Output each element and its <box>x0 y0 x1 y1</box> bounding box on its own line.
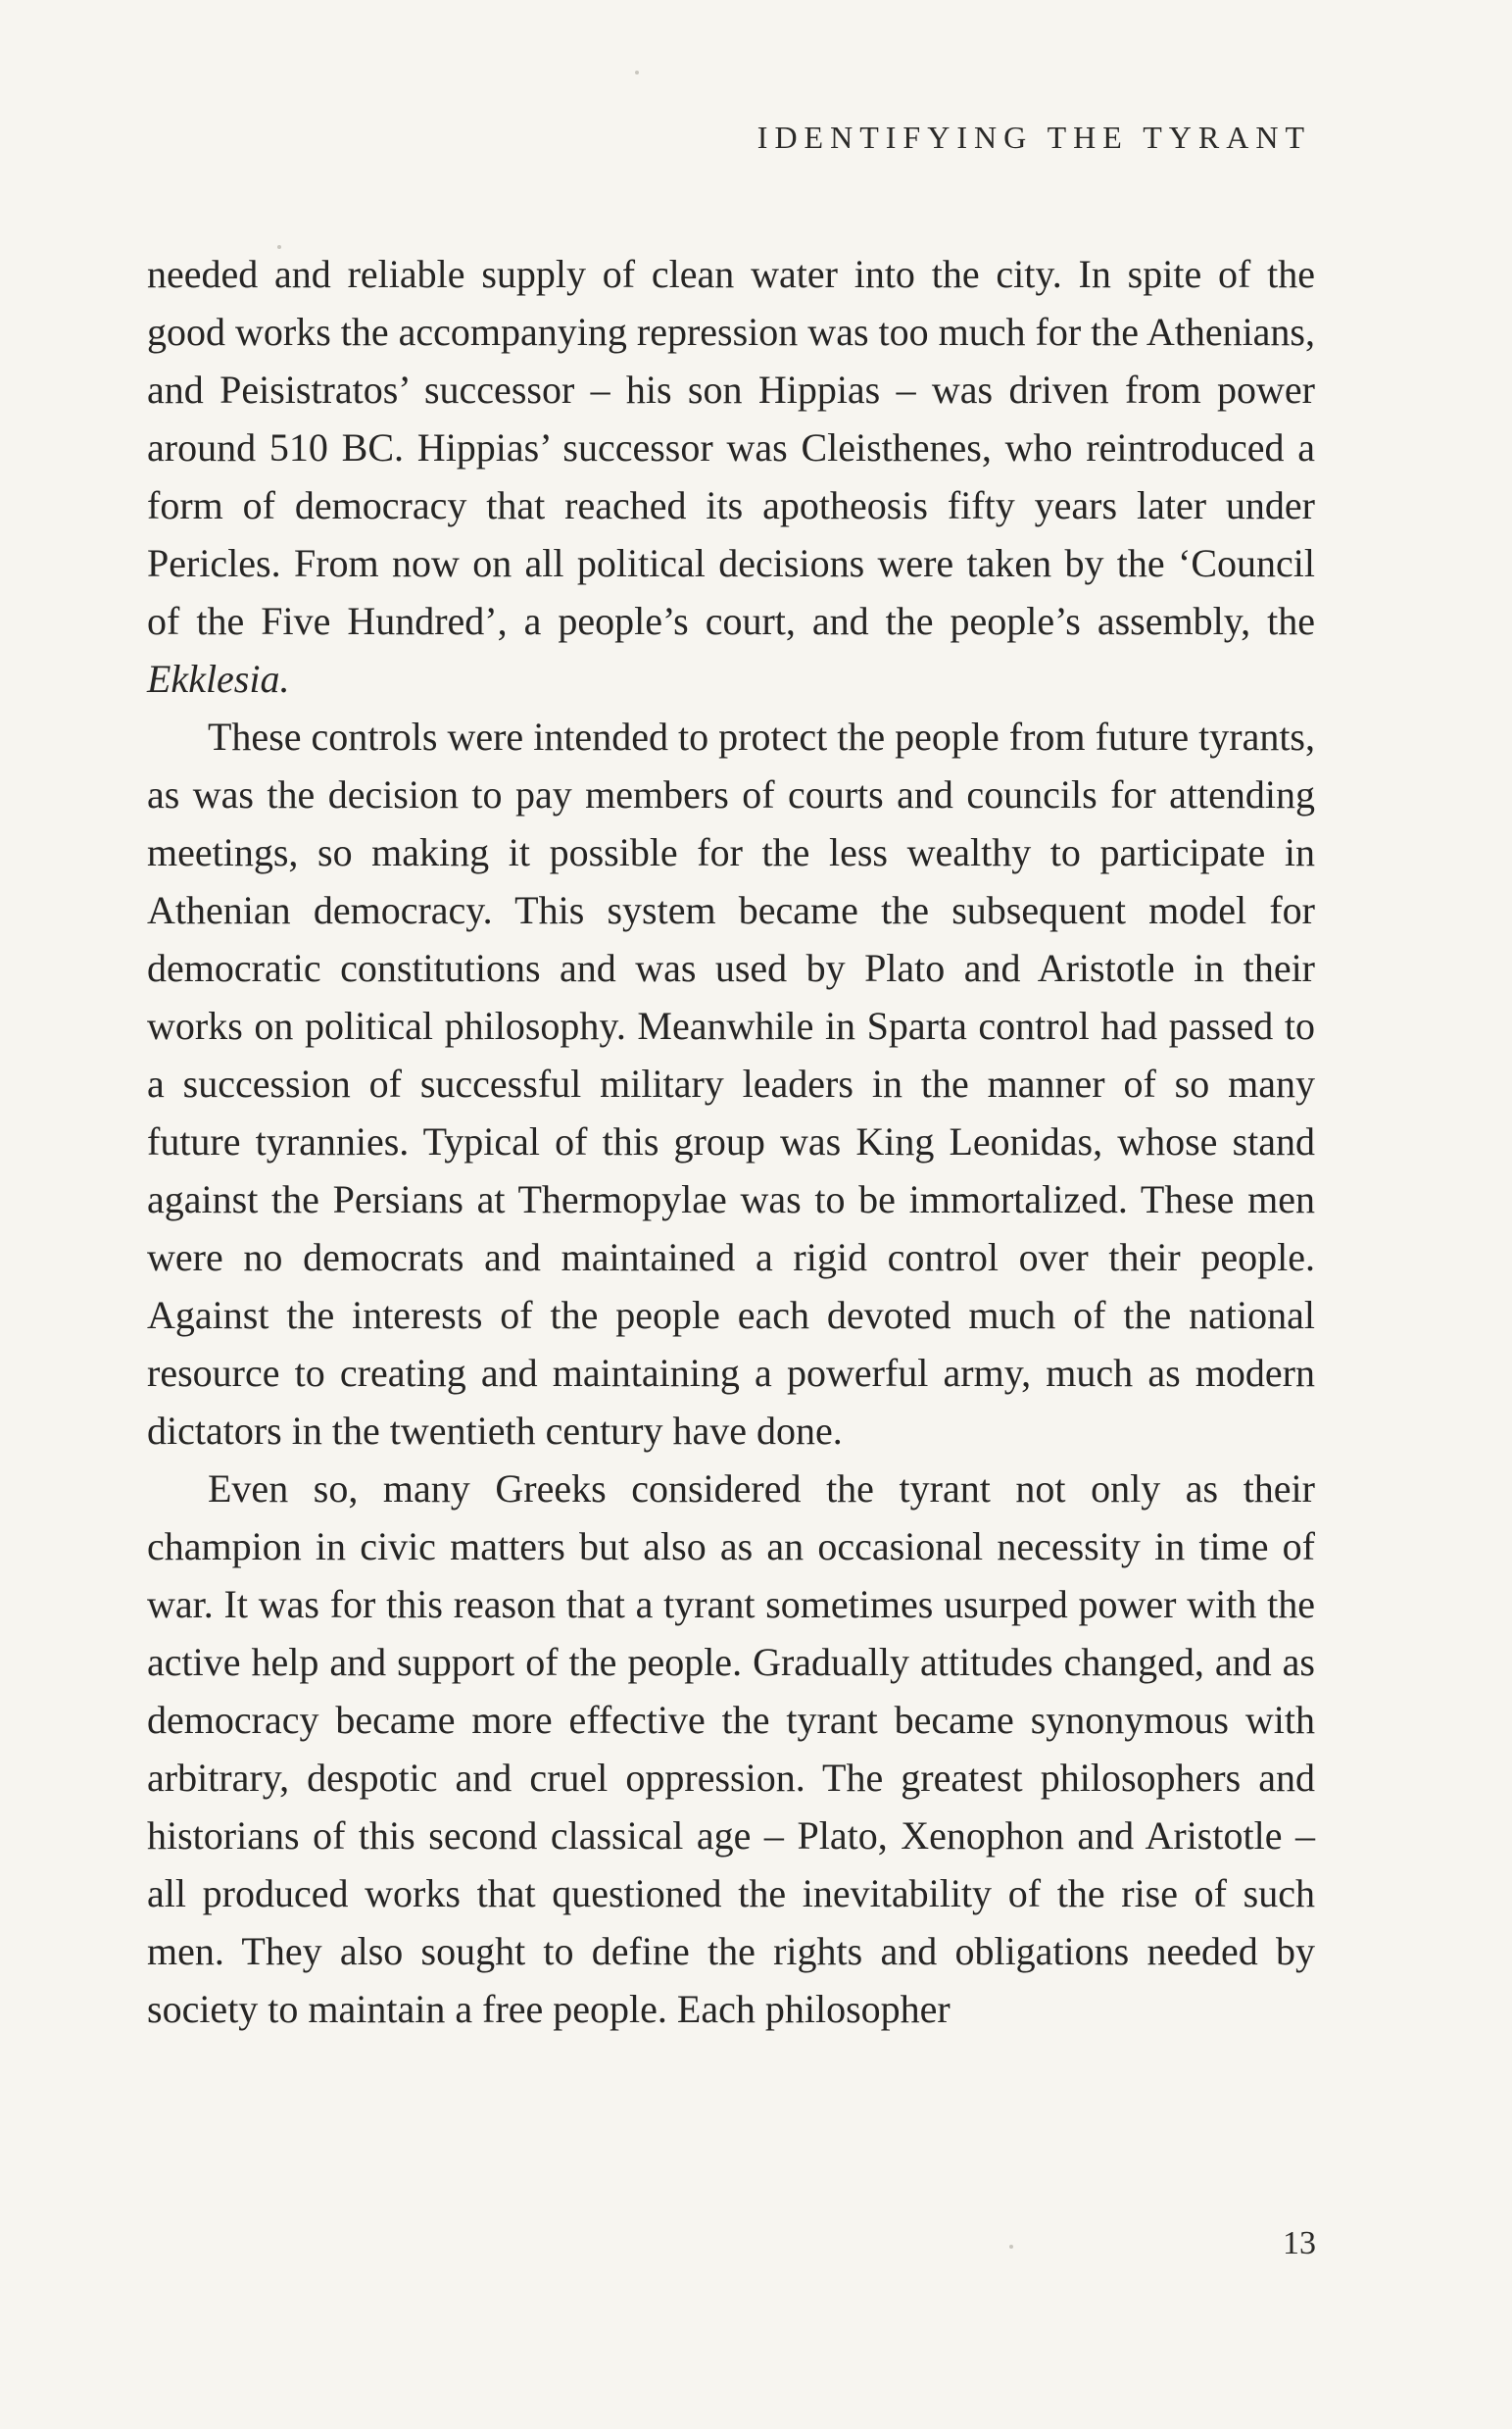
paper-speck <box>1009 2245 1013 2249</box>
paragraph-3: Even so, many Greeks considered the tyrant not only as their champion in civic matters but also as an occasional necessity in time of war. It was for this reason that a tyrant sometimes usurped power with the active help and support of the people. Gradually attitudes changed, and as democracy became more effective the tyrant became synonymous with arbitrary, despotic and cruel oppression. The greatest philosophers and historians of this second classical age – Plato, Xenophon and Aristotle – all produced works that questioned the inevitability of the rise of such men. They also sought to define the rights and obligations needed by society to maintain a free people. Each philosopher <box>147 1466 1315 2031</box>
running-head: IDENTIFYING THE TYRANT <box>756 120 1311 155</box>
paragraph-1-italic-term: Ekklesia. <box>147 657 290 701</box>
paragraph-2: These controls were intended to protect the people from future tyrants, as was the decision to pay members of courts and councils for attending meetings, so making it possible for the less wealthy to participate in Athenian democracy. This system became the subsequent model for democratic constitutions and was used by Plato and Aristotle in their works on political philosophy. Meanwhile in Sparta control had passed to a succession of successful military leaders in the manner of so many future tyrannies. Typical of this group was King Leonidas, whose stand against the Persians at Thermopylae was to be immortalized. These men were no democrats and maintained a rigid control over their people. Against the interests of the people each devoted much of the national resource to creating and maintaining a powerful army, much as modern dictators in the twentieth century have done. <box>147 715 1315 1453</box>
body-text <box>147 245 1315 2038</box>
page-number: 13 <box>1283 2225 1316 2261</box>
paper-speck <box>635 71 639 74</box>
paragraph-1 <box>147 245 1315 708</box>
paragraph-1-text: needed and reliable supply of clean water into the city. In spite of the good works the accompanying repression was too much for the Athenians, and Peisistratos’ successor – his son Hippias – was driven from power around 510 BC. Hippias’ successor was Cleisthenes, who reintroduced a form of democracy that reached its apotheosis fifty years later under Pericles. From now on all political decisions were taken by the ‘Council of the Five Hundred’, a people’s court, and the people’s assembly, the <box>147 252 1315 643</box>
